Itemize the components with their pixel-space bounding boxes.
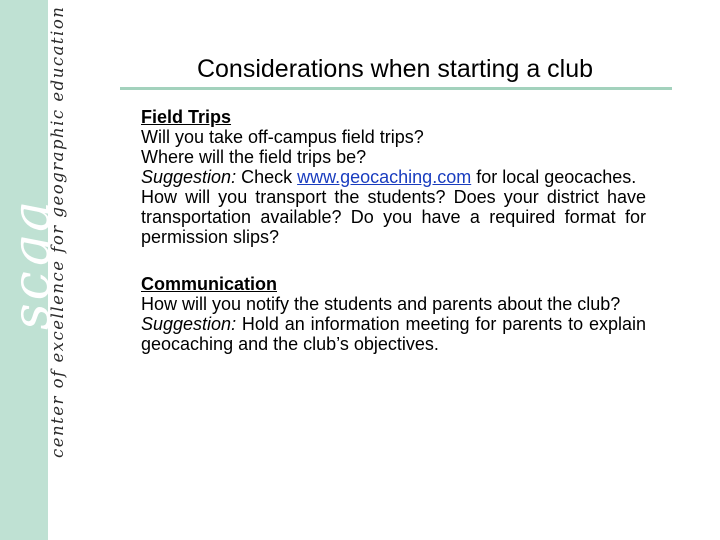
section-spacer <box>141 247 646 274</box>
section-field-trips <box>141 107 646 247</box>
title-divider <box>120 87 672 90</box>
suggestion-label: Suggestion: <box>141 167 237 187</box>
suggestion-label: Suggestion: <box>141 314 237 334</box>
slide-title: Considerations when starting a club <box>196 55 594 83</box>
section-communication <box>141 274 646 354</box>
geocaching-link[interactable]: www.geocaching.com <box>297 167 472 187</box>
suggestion-text <box>141 314 646 354</box>
suggestion-post: for local geocaches. <box>471 167 637 187</box>
suggestion-pre: Check <box>236 167 298 187</box>
sidebar-branding <box>0 0 80 540</box>
section-heading: Field Trips <box>141 107 232 127</box>
question-text: How will you notify the students and parents about the club? <box>141 294 621 314</box>
suggestion-text <box>141 167 646 187</box>
sidebar-tagline: center of excellence for geographic education <box>48 5 67 458</box>
slide-body <box>141 107 646 354</box>
section-heading: Communication <box>141 274 278 294</box>
suggestion-body: Hold an information meeting for parents to explain geocaching and the club’s objectives. <box>141 314 646 354</box>
question-text: Will you take off-campus field trips? <box>141 127 424 147</box>
question-text: Where will the field trips be? <box>141 147 367 167</box>
question-text: How will you transport the students? Does your district have transportation available? Do you have a required format for permission slips? <box>141 187 646 247</box>
scga-logo: scga <box>2 197 62 330</box>
